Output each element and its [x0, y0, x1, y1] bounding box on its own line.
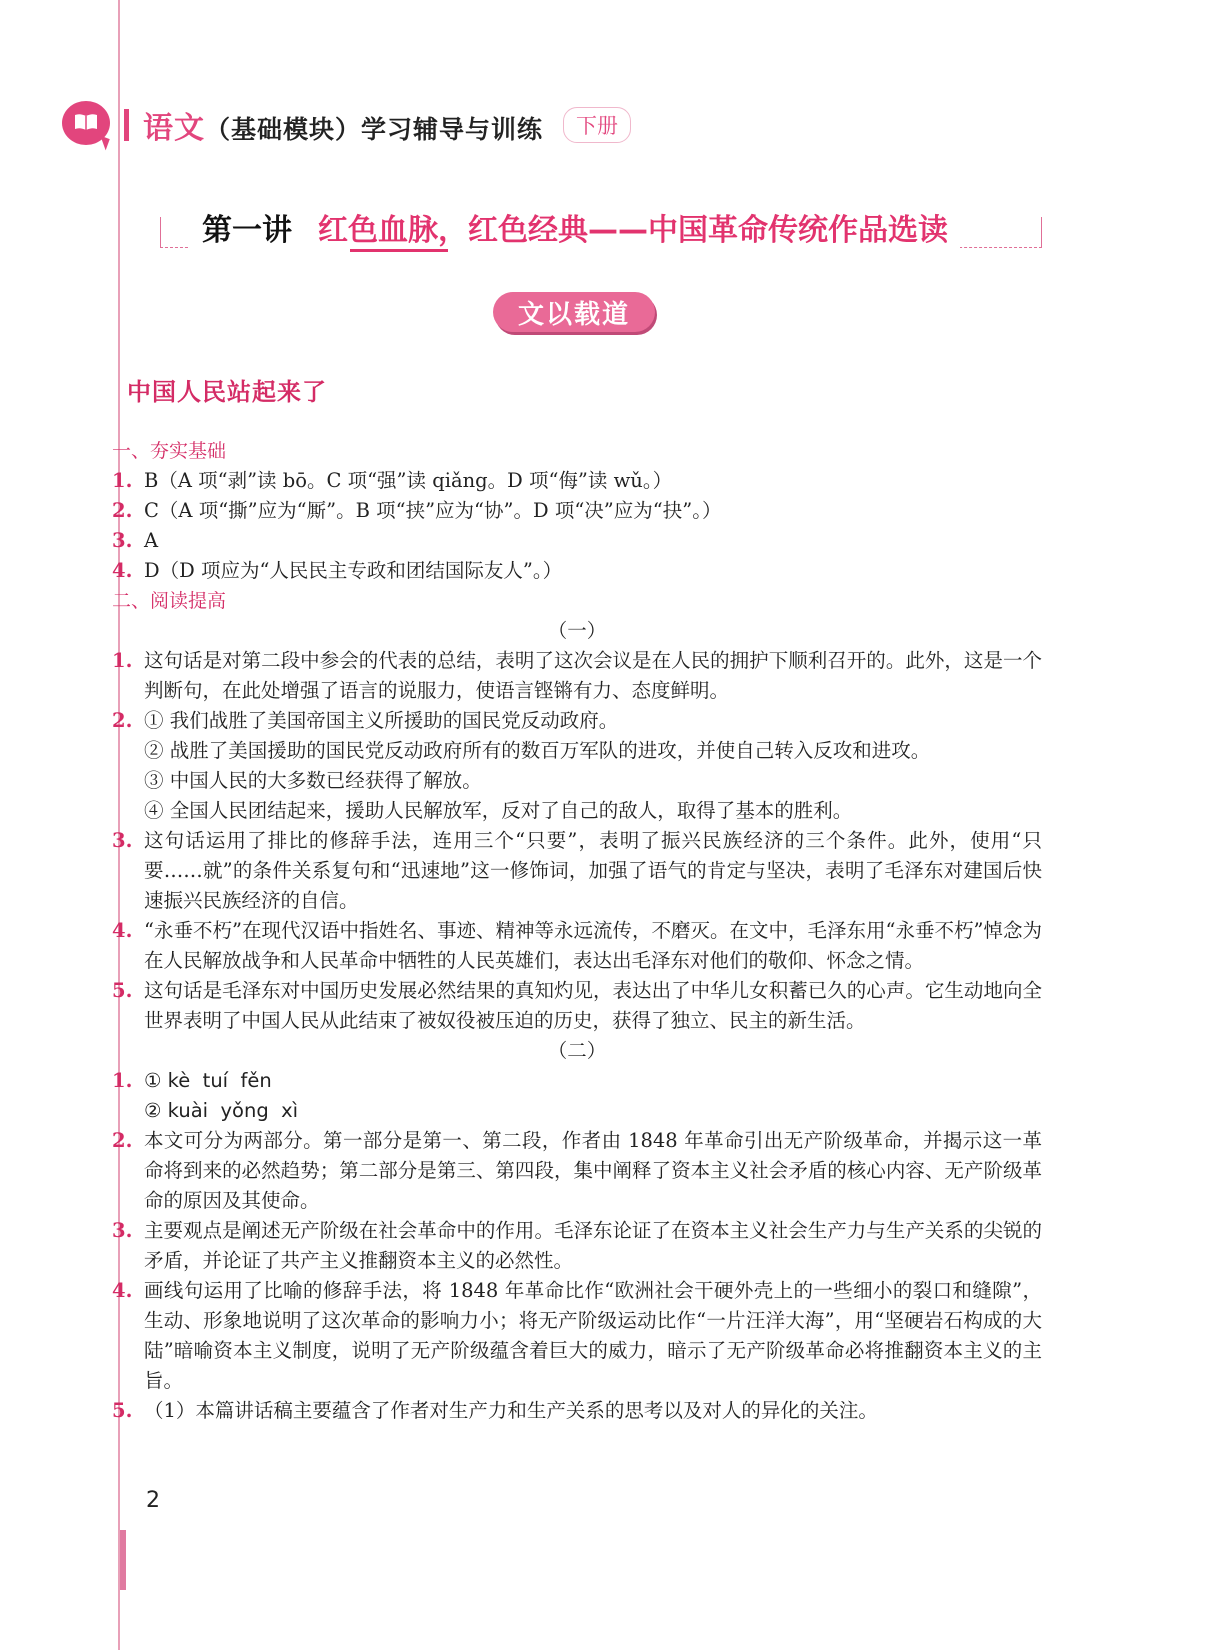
- list-item: 3. 主要观点是阐述无产阶级在社会革命中的作用。毛泽东论证了在资本主义社会生产力与生产关系的尖锐的矛盾，并论证了共产主义推翻资本主义的必然性。: [112, 1219, 1042, 1272]
- list-item: 3. A: [112, 529, 159, 552]
- sub-item: ② 战胜了美国援助的国民党反动政府所有的数百万军队的进攻，并使自己转入反攻和进攻。: [144, 739, 931, 762]
- list-item: 5. 这句话是毛泽东对中国历史发展必然结果的真知灼见，表达出了中华儿女积蓄已久的心声。它生动地向全世界表明了中国人民从此结束了被奴役被压迫的历史，获得了独立、民主的新生活。: [112, 979, 1042, 1032]
- list-item: 5. （1）本篇讲话稿主要蕴含了作者对生产力和生产关系的思考以及对人的异化的关注。: [112, 1399, 878, 1422]
- running-header: [62, 100, 631, 150]
- list-item: 1. 这句话是对第二段中参会的代表的总结，表明了这次会议是在人民的拥护下顺利召开的。此外，这是一个判断句，在此处增强了语言的说服力，使语言铿锵有力、态度鲜明。: [112, 649, 1042, 702]
- chapter-underline: [350, 249, 448, 252]
- page-number-bar: [120, 1530, 126, 1590]
- sub-item: ② kuài yǒng xì: [144, 1099, 299, 1122]
- chapter-heading: [160, 205, 1040, 251]
- part1-heading: 一、夯实基础: [112, 440, 227, 462]
- list-item: 2. 本文可分为两部分。第一部分是第一、第二段，作者由 1848 年革命引出无产阶级革命，并揭示这一革命将到来的必然趋势；第二部分是第三、第四段，集中阐释了资本主义社会矛盾的核心内容、无产阶级革命的原因及其使命。: [112, 1129, 1042, 1212]
- list-item: 4. “永垂不朽”在现代汉语中指姓名、事迹、精神等永远流传，不磨灭。在文中，毛泽东用“永垂不朽”悼念为在人民解放战争和人民革命中牺牲的人民英雄们，表达出毛泽东对他们的敬仰、怀念之情。: [112, 919, 1042, 972]
- sub-item: ③ 中国人民的大多数已经获得了解放。: [144, 769, 482, 792]
- chapter-number: 第一讲: [202, 213, 292, 248]
- header-divider: [124, 109, 129, 141]
- list-item: 1. ① kè tuí fěn: [112, 1069, 272, 1092]
- part2-heading: 二、阅读提高: [112, 590, 227, 612]
- group2-label: （二）: [547, 1039, 607, 1062]
- section-badge: 文以载道: [493, 292, 655, 332]
- group1-label: （一）: [547, 619, 607, 642]
- list-item: 2. ① 我们战胜了美国帝国主义所援助的国民党反动政府。: [112, 709, 619, 732]
- article-title: 中国人民站起来了: [127, 377, 327, 406]
- book-title: [143, 103, 543, 147]
- volume-label: 下册: [563, 107, 631, 143]
- book-title-rest: （基础模块）学习辅导与训练: [205, 115, 544, 144]
- list-item: 1. B（A 项“剥”读 bō。C 项“强”读 qiǎng。D 项“侮”读 wǔ。）: [112, 469, 673, 492]
- book-title-subject: 语文: [143, 111, 205, 146]
- chapter-title: 红色血脉，红色经典——中国革命传统作品选读: [318, 213, 948, 248]
- sub-item: ④ 全国人民团结起来，援助人民解放军，反对了自己的敌人，取得了基本的胜利。: [144, 799, 853, 822]
- page-number: 2: [146, 1488, 160, 1513]
- list-item: 4. D（D 项应为“人民民主专政和团结国际友人”。）: [112, 559, 563, 582]
- book-logo-icon: [62, 101, 110, 149]
- list-item: 3. 这句话运用了排比的修辞手法，连用三个“只要”，表明了振兴民族经济的三个条件。此外，使用“只要……就”的条件关系复句和“迅速地”这一修饰词，加强了语气的肯定与坚决，表明了毛泽东对建国后快速振兴民族经济的自信。: [112, 829, 1042, 912]
- list-item: 2. C（A 项“撕”应为“厮”。B 项“挟”应为“协”。D 项“决”应为“抉”。）: [112, 499, 722, 522]
- answer-content: [112, 436, 1042, 1426]
- list-item: 4. 画线句运用了比喻的修辞手法，将 1848 年革命比作“欧洲社会干硬外壳上的一些细小的裂口和缝隙”，生动、形象地说明了这次革命的影响力小；将无产阶级运动比作“一片汪洋大海”，用“坚硬岩石构成的大陆”暗喻资本主义制度，说明了无产阶级蕴含着巨大的威力，暗示了无产阶级革命必将推翻资本主义的主旨。: [112, 1279, 1042, 1392]
